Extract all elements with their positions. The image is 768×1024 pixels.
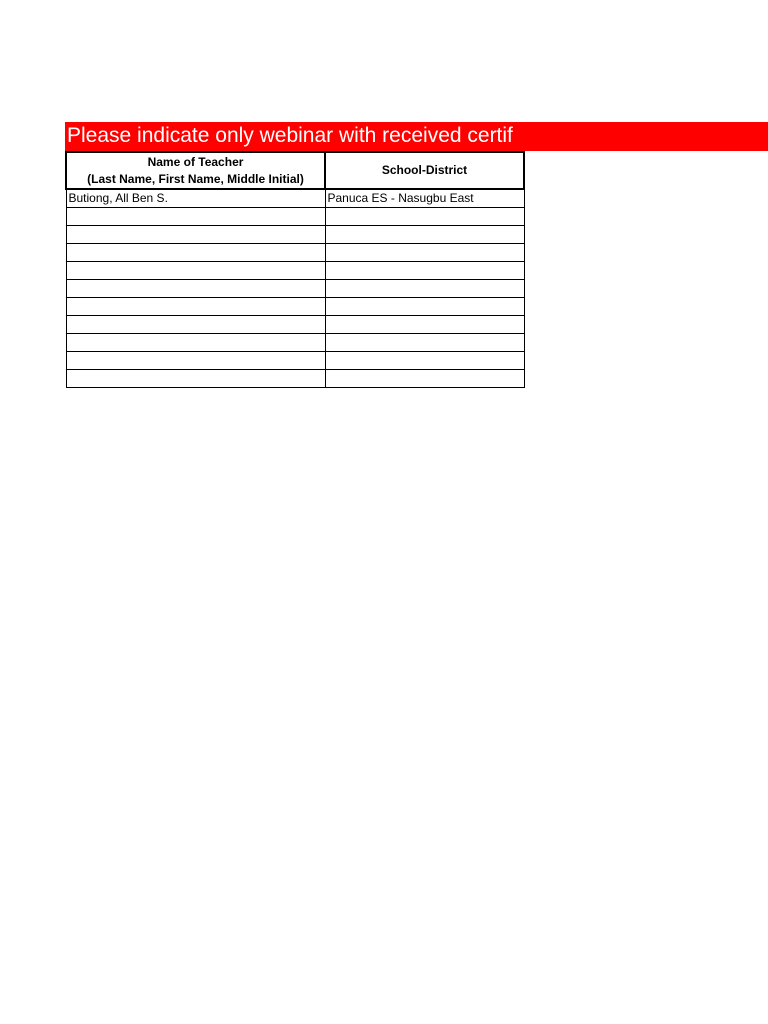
table-row	[66, 189, 524, 207]
table-row	[66, 261, 524, 279]
table-row	[66, 243, 524, 261]
teacher-name-cell[interactable]	[66, 261, 325, 279]
teacher-name-cell[interactable]: Butiong, All Ben S.	[66, 189, 325, 207]
school-district-cell[interactable]	[325, 243, 524, 261]
table-row	[66, 297, 524, 315]
table-row	[66, 207, 524, 225]
table-row	[66, 369, 524, 387]
teacher-name-cell[interactable]	[66, 351, 325, 369]
teacher-name-cell[interactable]	[66, 243, 325, 261]
teacher-name-cell[interactable]	[66, 315, 325, 333]
table-row	[66, 351, 524, 369]
table-row	[66, 279, 524, 297]
table-header-row	[66, 152, 524, 189]
column-header-name-of-teacher	[66, 152, 325, 189]
school-district-cell[interactable]	[325, 297, 524, 315]
school-district-cell[interactable]	[325, 207, 524, 225]
table-row	[66, 333, 524, 351]
school-district-cell[interactable]	[325, 315, 524, 333]
column-header-school-district: School-District	[325, 152, 524, 189]
school-district-cell[interactable]	[325, 279, 524, 297]
teacher-name-cell[interactable]	[66, 369, 325, 387]
school-district-cell[interactable]	[325, 333, 524, 351]
instruction-banner	[65, 122, 768, 151]
teacher-name-cell[interactable]	[66, 207, 325, 225]
school-district-cell[interactable]	[325, 225, 524, 243]
school-district-cell[interactable]: Panuca ES - Nasugbu East	[325, 189, 524, 207]
column-header-name-line2: (Last Name, First Name, Middle Initial)	[87, 171, 304, 186]
table-row	[66, 225, 524, 243]
table-row	[66, 315, 524, 333]
instruction-banner-text: Please indicate only webinar with received certif	[67, 124, 513, 147]
school-district-cell[interactable]	[325, 369, 524, 387]
school-district-cell[interactable]	[325, 351, 524, 369]
teacher-name-cell[interactable]	[66, 297, 325, 315]
teacher-name-cell[interactable]	[66, 333, 325, 351]
school-district-cell[interactable]	[325, 261, 524, 279]
column-header-name-line1: Name of Teacher	[147, 154, 244, 169]
teacher-name-cell[interactable]	[66, 225, 325, 243]
teacher-name-cell[interactable]	[66, 279, 325, 297]
teacher-table	[65, 151, 525, 388]
